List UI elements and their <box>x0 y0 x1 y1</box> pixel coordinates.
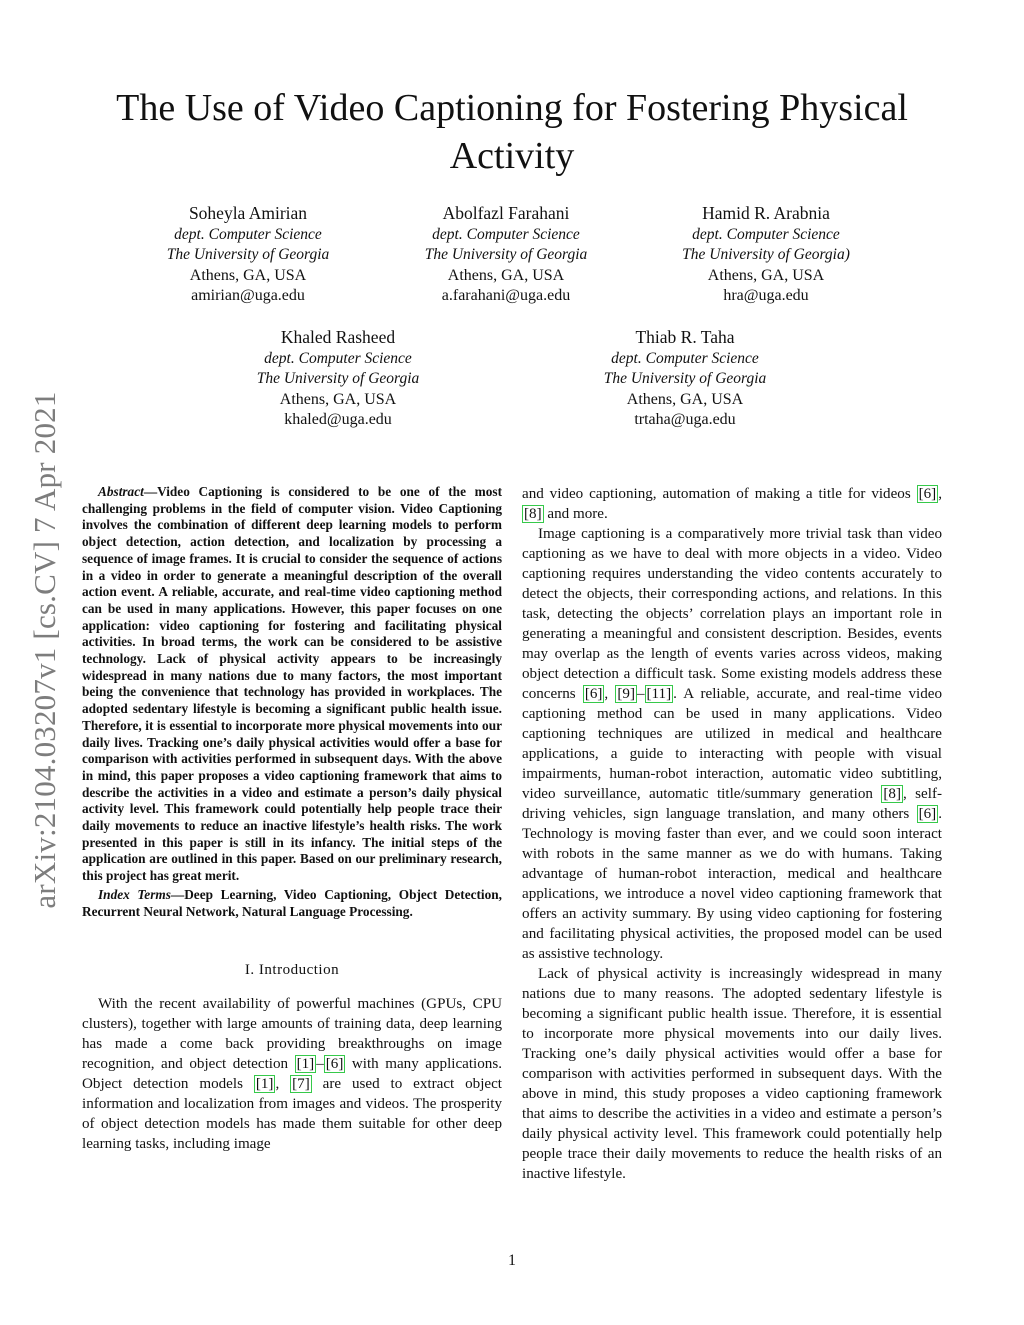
cite-comma: , <box>938 486 942 502</box>
cite-dash: – <box>316 1056 324 1073</box>
citation-link[interactable]: [8] <box>883 786 901 802</box>
intro-paragraph <box>522 524 942 964</box>
intro-paragraph <box>522 484 942 524</box>
intro-text: and video captioning, automation of making a title for videos <box>522 486 917 502</box>
author-name: Abolfazl Farahani <box>442 203 570 223</box>
intro-text: . A reliable, accurate, and real-time video captioning method can be used in many applications. Video captioning techniques are utilized in medical and healthcare applications, a guide to interacting with people with visual impairments, human-robot interaction, automatic video subtitling, video surveillance, automatic title/summary generation <box>522 686 943 802</box>
citation-link[interactable]: [6] <box>584 686 603 702</box>
index-terms <box>82 887 502 920</box>
author-block <box>376 203 636 307</box>
intro-text: and more. <box>543 506 608 522</box>
abstract-text: —Video Captioning is considered to be one of the most challenging problems in the field of computer vision. Video Captioning involves the combination of different deep learning models to perform object detection, action detection, and localization by processing a sequence of image frames. It is crucial to consider the sequence of actions in a video in order to generate a meaningful description of the overall action event. A reliable, accurate, and real-time video captioning method can be used in many applications. However, this paper focuses on one application: video captioning for fostering and facilitating physical activities. In broad terms, the work can be considered to be assistive technology. Lack of physical activity appears to be increasingly widespread in many nations due to many factors, the most important being the convenience that technology has provided in workplaces. The adopted sedentary lifestyle is becoming a significant public health issue. Therefore, it is essential to incorporate more physical movements into our daily lives. Tracking one’s daily physical activities would offer a base for comparison with activities performed in subsequent days. With the above in mind, this paper proposes a video captioning framework that aims to describe the activities in a video and estimate a person’s daily physical activity level. This framework could potentially help people trace their daily movements to reduce an inactive lifestyle’s health risks. The work presented in this paper is still in its infancy. The initial steps of the application are outlined in this paper. Based on our preliminary research, this project has great merit. <box>82 484 502 884</box>
author-block <box>208 327 468 431</box>
author-email: a.farahani@uga.edu <box>441 287 571 305</box>
author-email: amirian@uga.edu <box>191 287 305 305</box>
author-university: The University of Georgia <box>424 246 588 264</box>
intro-text: . Technology is moving faster than ever, and we could soon interact with robots in the same manner as we do with humans. Taking advantage of human-robot interaction, medical and healthcare applications, we introduce a novel video captioning framework that offers an activity summary. By using video captioning for fostering and facilitating physical activities, the proposed model can be used as assistive technology. <box>522 806 942 962</box>
author-location: Athens, GA, USA <box>626 390 744 408</box>
author-block <box>636 203 896 307</box>
citation-link[interactable]: [11] <box>646 686 672 702</box>
author-dept: dept. Computer Science <box>264 349 412 367</box>
left-column <box>82 484 502 1154</box>
index-terms-text: —Deep Learning, Video Captioning, Object Detection, Recurrent Neural Network, Natural Language Processing. <box>82 886 502 919</box>
intro-text: , self-driving vehicles, sign language translation, and many others <box>522 786 942 822</box>
author-block <box>118 203 378 307</box>
author-university: The University of Georgia) <box>682 246 850 264</box>
cite-comma: , <box>604 686 616 702</box>
intro-text: with many applications. Object detection models <box>82 1056 502 1093</box>
citation-link[interactable]: [1] <box>255 1076 274 1093</box>
author-university: The University of Georgia <box>256 370 420 388</box>
citation-link[interactable]: [9] <box>617 686 635 702</box>
intro-text: With the recent availability of powerful machines (GPUs, CPU clusters), together with large amounts of training data, deep learning has made a come back providing breakthroughs on image recognition, and object detection <box>82 996 502 1073</box>
author-name: Thiab R. Taha <box>635 327 735 347</box>
cite-dash: – <box>636 686 645 702</box>
author-block <box>555 327 815 431</box>
citation-link[interactable]: [1] <box>296 1056 315 1073</box>
citation-link[interactable]: [6] <box>918 486 937 502</box>
section-heading: I. Introduction <box>244 962 340 979</box>
author-email: trtaha@uga.edu <box>634 411 736 429</box>
intro-paragraph: Lack of physical activity is increasingly widespread in many nations due to many reasons. The adopted sedentary lifestyle is becoming a significant public health issue. Therefore, it is essential to incorporate more physical movements into our daily lives. Tracking one’s daily physical activities would offer a base for comparison with activities performed in subsequent days. With the above in mind, this study proposes a video captioning framework that aims to describe the activities in a video and estimate a person’s daily physical activity level. This framework could potentially help people trace their daily movements to reduce the health risks of an inactive lifestyle. <box>522 966 942 1182</box>
author-email: khaled@uga.edu <box>284 411 392 429</box>
author-email: hra@uga.edu <box>723 287 809 305</box>
citation-link[interactable]: [6] <box>325 1056 344 1073</box>
intro-text: Image captioning is a comparatively more trivial task than video captioning as we have to deal with more objects in a video. Video captioning requires understanding the video contents accurately to detect the objects, their corresponding actions, and relations. In this task, detecting the objects’ correlation plays an important role in generating a meaningful and consistent description. Besides, events may overlap as the length of events varies across videos, making object detection a difficult task. Some existing models address these concerns <box>522 526 942 702</box>
right-column <box>522 484 942 1184</box>
citation-link[interactable]: [6] <box>918 806 937 822</box>
citation-link[interactable]: [7] <box>292 1076 310 1093</box>
intro-text: are used to extract object information and localization from images and videos. The prosperity of object detection models has made them suitable for other deep learning tasks, including image <box>82 1076 502 1153</box>
author-university: The University of Georgia <box>166 246 330 264</box>
citation-link[interactable]: [8] <box>524 506 542 522</box>
author-university: The University of Georgia <box>603 370 767 388</box>
author-name: Hamid R. Arabnia <box>702 203 830 223</box>
author-location: Athens, GA, USA <box>707 266 825 284</box>
author-dept: dept. Computer Science <box>432 225 580 243</box>
author-name: Soheyla Amirian <box>188 203 308 223</box>
intro-paragraph <box>82 994 502 1154</box>
author-location: Athens, GA, USA <box>447 266 565 284</box>
page-number: 1 <box>508 1252 516 1269</box>
abstract <box>82 484 502 885</box>
cite-comma: , <box>275 1076 291 1093</box>
paper-title: The Use of Video Captioning for Fostering Physical Activity <box>116 87 908 177</box>
author-dept: dept. Computer Science <box>174 225 322 243</box>
arxiv-sidebar <box>0 0 80 1325</box>
abstract-label: Abstract <box>98 484 144 499</box>
author-location: Athens, GA, USA <box>279 390 397 408</box>
author-location: Athens, GA, USA <box>189 266 307 284</box>
author-dept: dept. Computer Science <box>692 225 840 243</box>
index-terms-label: Index Terms <box>98 886 171 902</box>
author-name: Khaled Rasheed <box>280 327 396 347</box>
arxiv-stamp: arXiv:2104.03207v1 [cs.CV] 7 Apr 2021 <box>27 391 62 909</box>
author-dept: dept. Computer Science <box>611 349 759 367</box>
